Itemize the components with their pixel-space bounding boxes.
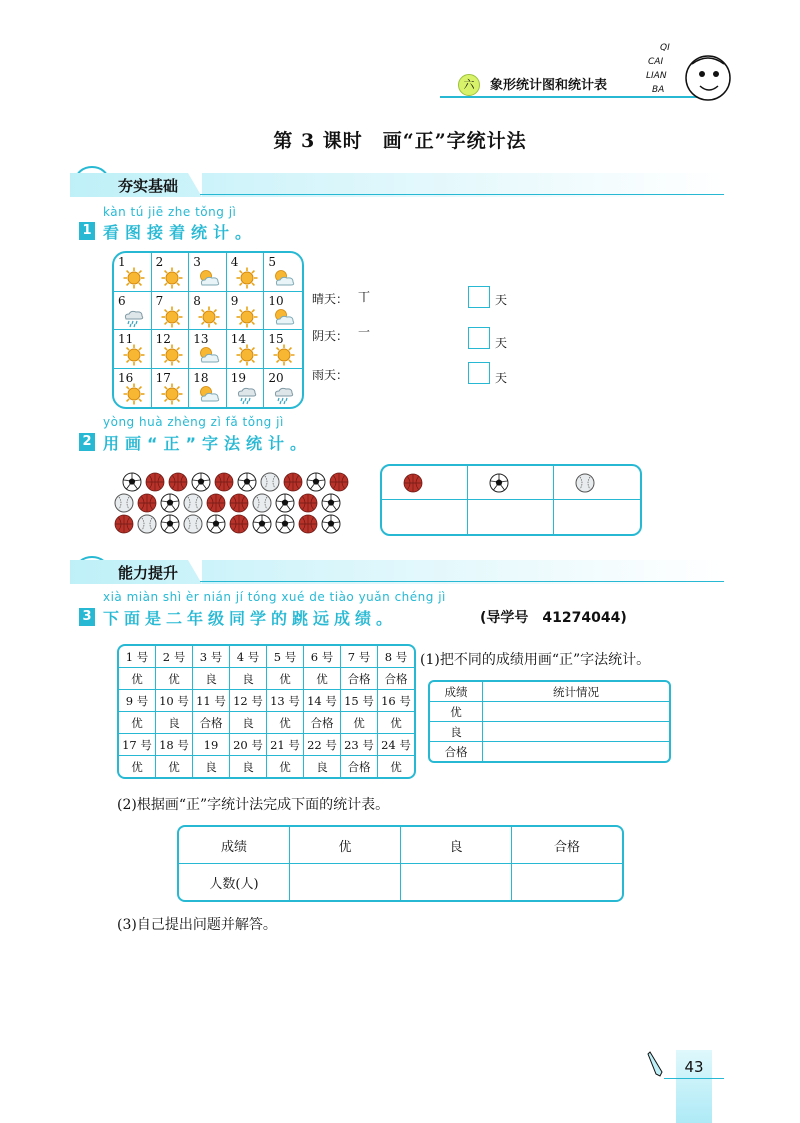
weather-day-15 <box>264 330 302 369</box>
count-table <box>177 825 624 902</box>
table-cell: 9 号 <box>119 690 156 712</box>
table-cell: 17 号 <box>119 734 156 756</box>
q3-number: 3 <box>79 608 95 626</box>
table-cell: 优 <box>119 756 156 777</box>
day-number: 2 <box>155 255 164 269</box>
q2-number: 2 <box>79 433 95 451</box>
basketball-icon <box>329 472 349 492</box>
table-cell: 4 号 <box>230 646 267 668</box>
table-row-ids <box>119 690 414 712</box>
pencil-icon <box>646 1050 666 1078</box>
label-sunny: 晴天： <box>312 292 349 306</box>
soccer-ball-icon <box>160 493 180 513</box>
logo-text-3: LIAN <box>646 71 667 81</box>
table-cell: 优 <box>341 712 378 734</box>
t1-row-pass: 合格 <box>430 742 483 761</box>
section-rule-advanced <box>200 581 724 582</box>
chapter-title: 象形统计图和统计表 <box>490 78 608 93</box>
table-cell: 良 <box>156 712 193 734</box>
table-cell: 合格 <box>304 712 341 734</box>
soccer-ball-icon <box>321 514 341 534</box>
day-number: 7 <box>155 293 164 308</box>
table-cell: 19 <box>193 734 230 756</box>
weather-day-8 <box>189 292 227 331</box>
table-cell: 16 号 <box>378 690 414 712</box>
answer-box-rainy[interactable] <box>468 362 490 384</box>
soccer-ball-icon <box>275 514 295 534</box>
day-number: 12 <box>155 332 171 346</box>
table-row-grades <box>119 668 414 690</box>
q1-pinyin: kàn tú jiē zhe tǒng jì <box>103 205 237 219</box>
scores-table <box>117 644 416 779</box>
subquestion-3: (3)自己提出问题并解答。 <box>117 917 277 933</box>
table-cell: 22 号 <box>304 734 341 756</box>
table-row-grades <box>119 756 414 777</box>
basketball-icon <box>229 514 249 534</box>
day-number: 19 <box>230 370 247 385</box>
table-cell: 6 号 <box>304 646 341 668</box>
table-cell: 8 号 <box>378 646 414 668</box>
t2-header-pass: 合格 <box>512 827 622 864</box>
table-cell: 24 号 <box>378 734 414 756</box>
section-title-basic: 夯实基础 <box>118 177 179 195</box>
weather-day-1 <box>114 253 152 292</box>
t1-row-good: 良 <box>430 722 483 742</box>
table-cell: 优 <box>119 712 156 734</box>
weather-day-17 <box>152 369 190 408</box>
subquestion-2: (2)根据画“正”字统计法完成下面的统计表。 <box>117 797 390 813</box>
table-cell: 合格 <box>193 712 230 734</box>
tally-header-baseball <box>554 466 640 500</box>
basketball-icon <box>283 472 303 492</box>
q1-number: 1 <box>79 222 95 240</box>
basketball-icon <box>298 493 318 513</box>
weather-day-7 <box>152 292 190 331</box>
baseball-icon <box>137 514 157 534</box>
table-row-ids <box>119 734 414 756</box>
label-cloudy: 阴天： <box>312 329 349 343</box>
day-number: 1 <box>118 255 126 269</box>
table-cell: 良 <box>304 756 341 777</box>
soccer-ball-icon <box>206 514 226 534</box>
answer-box-cloudy[interactable] <box>468 327 490 349</box>
unit-rainy: 天 <box>495 371 508 385</box>
table-cell: 优 <box>378 712 414 734</box>
table-cell: 优 <box>267 756 304 777</box>
table-cell: 优 <box>304 668 341 690</box>
basketball-icon <box>114 514 134 534</box>
day-number: 15 <box>268 332 284 346</box>
table-cell: 14 号 <box>304 690 341 712</box>
basketball-icon <box>145 472 165 492</box>
table-cell: 12 号 <box>230 690 267 712</box>
tally-cell-baseball[interactable] <box>554 500 640 534</box>
day-number: 13 <box>193 332 209 346</box>
table-cell: 5 号 <box>267 646 304 668</box>
ball-tally-table <box>380 464 642 536</box>
lesson-title: 第 3 课时 画“正”字统计法 <box>273 130 527 152</box>
table-cell: 优 <box>156 756 193 777</box>
day-number: 18 <box>193 370 209 385</box>
weather-calendar <box>112 251 304 409</box>
t1-row-excellent: 优 <box>430 702 483 722</box>
table-row-grades <box>119 712 414 734</box>
soccer-ball-icon <box>237 472 257 492</box>
basketball-icon <box>214 472 234 492</box>
tally-cell-basketball[interactable] <box>382 500 468 534</box>
day-number: 20 <box>268 370 284 385</box>
day-number: 16 <box>118 370 134 385</box>
q2-pinyin: yòng huà zhèng zì fǎ tǒng jì <box>103 415 284 429</box>
table-cell: 11 号 <box>193 690 230 712</box>
soccer-ball-icon <box>122 472 142 492</box>
table-cell: 良 <box>193 668 230 690</box>
table-cell: 优 <box>156 668 193 690</box>
day-number: 17 <box>155 370 171 385</box>
logo-text-1: QI <box>660 43 670 53</box>
table-cell: 1 号 <box>119 646 156 668</box>
section-title-advanced: 能力提升 <box>118 564 179 582</box>
table-cell: 13 号 <box>267 690 304 712</box>
t2-cell-good[interactable] <box>401 864 512 900</box>
t1-cell-pass[interactable] <box>483 742 669 761</box>
soccer-ball-icon <box>252 514 272 534</box>
q1-text: 看图接着统计。 <box>103 223 258 242</box>
weather-day-20 <box>264 369 302 408</box>
weather-day-3 <box>189 253 227 292</box>
page-number: 43 <box>684 1058 704 1076</box>
day-number: 3 <box>193 255 201 269</box>
section-rule-basic <box>200 194 724 195</box>
chapter-badge: 六 <box>458 74 480 96</box>
weather-day-11 <box>114 330 152 369</box>
soccer-ball-icon <box>191 472 211 492</box>
table-cell: 21 号 <box>267 734 304 756</box>
weather-day-4 <box>227 253 265 292</box>
t2-header-excellent: 优 <box>290 827 401 864</box>
page-rule <box>664 1078 724 1079</box>
table-cell: 合格 <box>341 756 378 777</box>
day-number: 5 <box>268 255 277 269</box>
tally-cell-soccer[interactable] <box>468 500 554 534</box>
answer-box-sunny[interactable] <box>468 286 490 308</box>
table-cell: 10 号 <box>156 690 193 712</box>
day-number: 11 <box>118 332 134 346</box>
tally-table-scores <box>428 680 671 763</box>
t2-row-label: 人数(人) <box>179 864 290 900</box>
basketball-icon <box>298 514 318 534</box>
table-cell: 优 <box>267 712 304 734</box>
baseball-icon <box>114 493 134 513</box>
weather-day-6 <box>114 292 152 331</box>
basketball-icon <box>206 493 226 513</box>
table-cell: 15 号 <box>341 690 378 712</box>
table-cell: 合格 <box>378 668 414 690</box>
table-cell: 18 号 <box>156 734 193 756</box>
weather-day-2 <box>152 253 190 292</box>
baseball-icon <box>252 493 272 513</box>
q2-text: 用画“正”字法统计。 <box>103 434 313 453</box>
weather-day-12 <box>152 330 190 369</box>
table-cell: 良 <box>230 756 267 777</box>
t1-header-tally: 统计情况 <box>483 682 669 702</box>
table-cell: 良 <box>193 756 230 777</box>
weather-day-10 <box>264 292 302 331</box>
tally-cloudy[interactable]: 一 <box>358 325 371 339</box>
table-cell: 2 号 <box>156 646 193 668</box>
weather-day-18 <box>189 369 227 408</box>
t1-cell-excellent[interactable] <box>483 702 669 722</box>
table-cell: 合格 <box>341 668 378 690</box>
baseball-icon <box>183 493 203 513</box>
table-cell: 优 <box>390 759 402 774</box>
t2-header-good: 良 <box>401 827 512 864</box>
table-cell: 20 号 <box>230 734 267 756</box>
table-cell: 3 号 <box>193 646 230 668</box>
t2-cell-pass[interactable] <box>512 864 622 900</box>
logo-text-2: CAI <box>648 57 664 67</box>
day-number: 9 <box>230 293 239 308</box>
basketball-icon <box>137 493 157 513</box>
table-cell: 优 <box>119 668 156 690</box>
soccer-ball-icon <box>306 472 326 492</box>
weather-day-14 <box>227 330 265 369</box>
unit-cloudy: 天 <box>495 336 508 350</box>
weather-day-19 <box>227 369 265 408</box>
logo-text-4: BA <box>652 85 665 95</box>
tally-sunny[interactable]: 丅 <box>358 290 371 304</box>
table-cell: 23 号 <box>341 734 378 756</box>
q3-text: 下面是二年级同学的跳远成绩。 <box>103 609 398 628</box>
table-cell: 7 号 <box>341 646 378 668</box>
day-number: 8 <box>193 293 201 308</box>
soccer-ball-icon <box>321 493 341 513</box>
qicailianba-logo-icon <box>622 34 742 114</box>
weather-day-13 <box>189 330 227 369</box>
soccer-ball-icon <box>275 493 295 513</box>
baseball-icon <box>183 514 203 534</box>
day-number: 10 <box>268 293 284 308</box>
basketball-icon <box>229 493 249 513</box>
q3-pinyin: xià miàn shì èr nián jí tóng xué de tiào yuǎn chéng jì <box>103 590 446 604</box>
soccer-ball-icon <box>160 514 180 534</box>
day-number: 14 <box>230 332 247 346</box>
unit-sunny: 天 <box>495 293 508 307</box>
basketball-icon <box>168 472 188 492</box>
t1-cell-good[interactable] <box>483 722 669 742</box>
tally-header-soccer <box>468 466 554 500</box>
t2-header-grade: 成绩 <box>179 827 290 864</box>
baseball-icon <box>260 472 280 492</box>
table-row-ids <box>119 646 414 668</box>
guide-number: (导学号 41274044) <box>480 610 627 626</box>
label-rainy: 雨天： <box>312 368 349 382</box>
t2-cell-excellent[interactable] <box>290 864 401 900</box>
day-number: 4 <box>230 255 239 269</box>
weather-day-5 <box>264 253 302 292</box>
t1-header-grade: 成绩 <box>430 682 483 702</box>
day-number: 6 <box>118 293 126 308</box>
table-cell: 良 <box>230 668 267 690</box>
subquestion-1: (1)把不同的成绩用画“正”字法统计。 <box>420 652 651 668</box>
weather-day-16 <box>114 369 152 408</box>
weather-day-9 <box>227 292 265 331</box>
table-cell: 良 <box>230 712 267 734</box>
tally-header-basketball <box>382 466 468 500</box>
table-cell: 优 <box>267 668 304 690</box>
